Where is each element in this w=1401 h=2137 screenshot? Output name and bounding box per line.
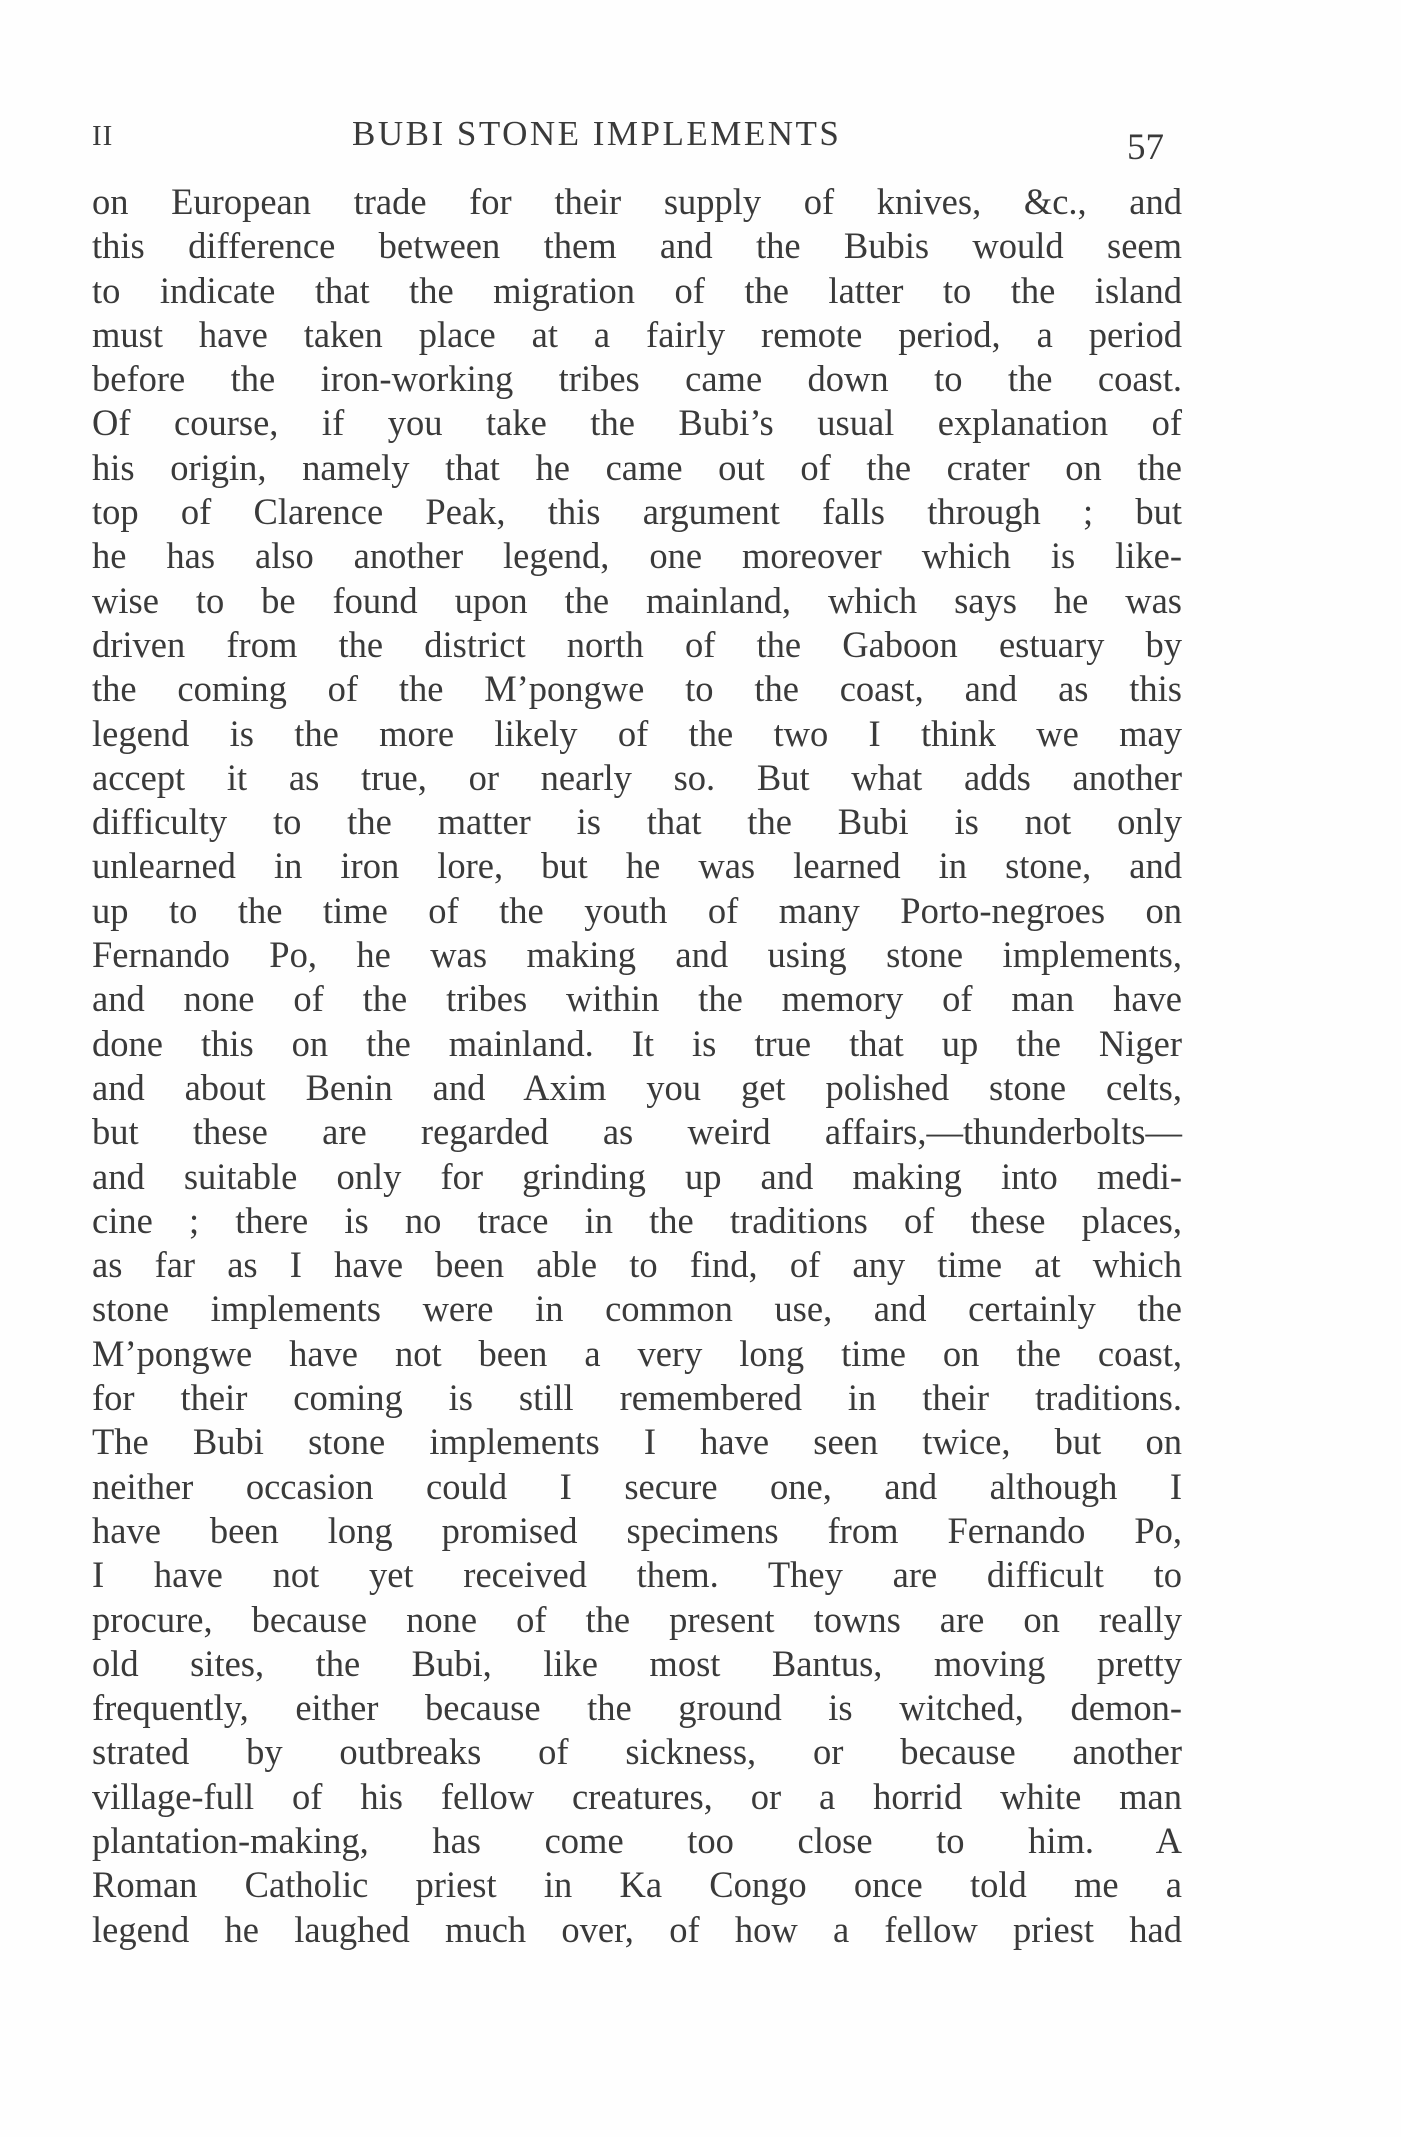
text-line: top of Clarence Peak, this argument falls through ; but [92, 491, 1182, 533]
text-line: and suitable only for grinding up and making into medi- [92, 1155, 1182, 1197]
text-line: village-full of his fellow creatures, or a horrid white man [92, 1775, 1182, 1817]
chapter-number: II [92, 120, 114, 152]
text-line: driven from the district north of the Gaboon estuary by [92, 623, 1182, 665]
text-line: M’pongwe have not been a very long time on the coast, [92, 1332, 1182, 1374]
text-line: legend he laughed much over, of how a fellow priest had [92, 1908, 1182, 1950]
text-line: to indicate that the migration of the latter to the island [92, 269, 1182, 311]
text-line: this difference between them and the Bubis would seem [92, 225, 1182, 267]
text-line: the coming of the M’pongwe to the coast, and as this [92, 668, 1182, 710]
text-line: I have not yet received them. They are difficult to [92, 1554, 1182, 1596]
text-line: wise to be found upon the mainland, which says he was [92, 579, 1182, 621]
text-line: before the iron-working tribes came down to the coast. [92, 358, 1182, 400]
text-line: difficulty to the matter is that the Bubi is not only [92, 801, 1182, 843]
text-line: and about Benin and Axim you get polished stone celts, [92, 1066, 1182, 1108]
text-line: Of course, if you take the Bubi’s usual explanation of [92, 402, 1182, 444]
text-line: accept it as true, or nearly so. But what adds another [92, 756, 1182, 798]
text-line: done this on the mainland. It is true that up the Niger [92, 1022, 1182, 1064]
running-title: BUBI STONE IMPLEMENTS [352, 114, 842, 153]
text-line: cine ; there is no trace in the traditions of these places, [92, 1199, 1182, 1241]
text-line: Fernando Po, he was making and using stone implements, [92, 934, 1182, 976]
text-line: for their coming is still remembered in their traditions. [92, 1377, 1182, 1419]
text-line: The Bubi stone implements I have seen twice, but on [92, 1421, 1182, 1463]
text-line: he has also another legend, one moreover which is like- [92, 535, 1182, 577]
text-line: up to the time of the youth of many Porto-negroes on [92, 889, 1182, 931]
text-line: but these are regarded as weird affairs,—thunderbolts— [92, 1111, 1182, 1153]
text-line: procure, because none of the present towns are on really [92, 1598, 1182, 1640]
body-text [92, 180, 1182, 1952]
text-line: stone implements were in common use, and certainly the [92, 1288, 1182, 1330]
text-line: legend is the more likely of the two I think we may [92, 712, 1182, 754]
text-line: Roman Catholic priest in Ka Congo once told me a [92, 1864, 1182, 1906]
text-line: old sites, the Bubi, like most Bantus, moving pretty [92, 1642, 1182, 1684]
text-line: and none of the tribes within the memory of man have [92, 978, 1182, 1020]
text-line: his origin, namely that he came out of the crater on the [92, 446, 1182, 488]
text-line: must have taken place at a fairly remote period, a period [92, 313, 1182, 355]
text-line: neither occasion could I secure one, and although I [92, 1465, 1182, 1507]
text-line: on European trade for their supply of knives, &c., and [92, 181, 1182, 222]
text-line: strated by outbreaks of sickness, or because another [92, 1731, 1182, 1773]
text-line: plantation-making, has come too close to him. A [92, 1819, 1182, 1861]
text-line: frequently, either because the ground is witched, demon- [92, 1687, 1182, 1729]
page-number: 57 [1127, 127, 1164, 168]
text-line: unlearned in iron lore, but he was learned in stone, and [92, 845, 1182, 887]
page-header [92, 114, 1182, 168]
text-line: as far as I have been able to find, of any time at which [92, 1244, 1182, 1286]
text-line: have been long promised specimens from Fernando Po, [92, 1509, 1182, 1551]
